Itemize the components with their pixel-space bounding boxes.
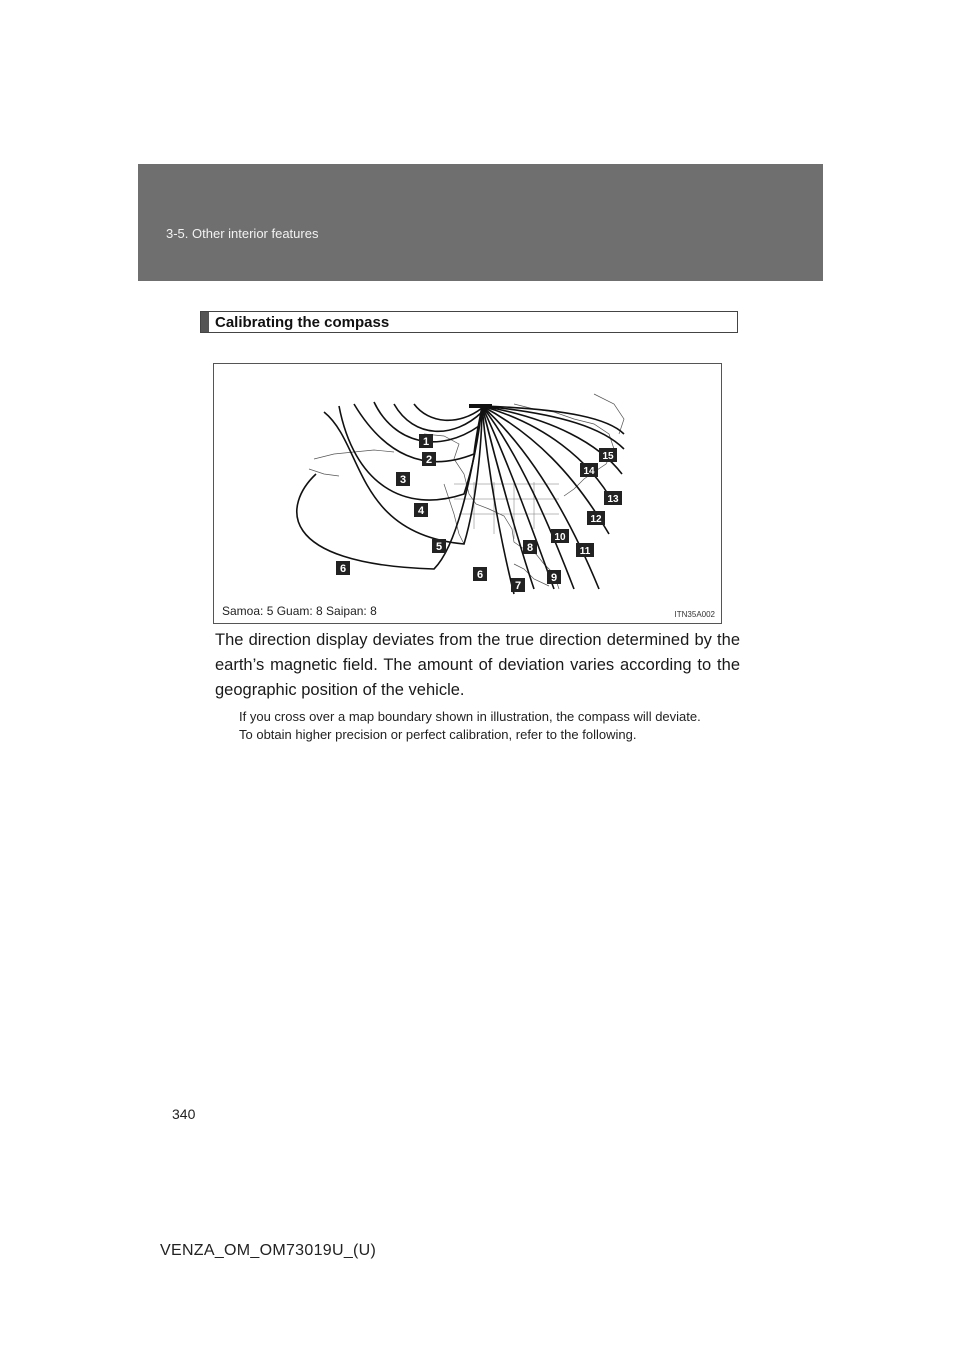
section-label: 3-5. Other interior features [166,226,319,241]
svg-text:14: 14 [583,466,595,477]
figure-caption: Samoa: 5 Guam: 8 Saipan: 8 [222,604,377,618]
svg-text:6: 6 [476,569,484,581]
zone-badge-10 [551,529,569,543]
zone-badge-12 [587,511,605,525]
svg-text:5: 5 [435,541,443,553]
svg-text:6: 6 [339,563,347,575]
zone-map-drawing [214,364,722,624]
svg-text:9: 9 [550,572,558,584]
zone-badge-15 [599,448,617,462]
zone-badge-8 [523,540,537,554]
note-line-2: To obtain higher precision or perfect calibration, refer to the following. [239,727,637,742]
svg-text:2: 2 [425,454,433,466]
figure-code: ITN35A002 [674,610,715,619]
compass-zone-map [213,363,722,624]
zone-badge-13 [604,491,622,505]
heading-title: Calibrating the compass [215,314,390,331]
svg-text:3: 3 [399,474,407,486]
zone-badge-7 [511,578,525,592]
zone-badge-14 [580,463,598,477]
zone-badge-9 [547,570,561,584]
svg-text:12: 12 [590,514,602,525]
zone-badge-3 [396,472,410,486]
svg-text:1: 1 [422,436,430,448]
zone-badge-1 [419,434,433,448]
svg-text:13: 13 [607,494,619,505]
header-band [138,164,823,281]
page-number: 340 [172,1106,196,1122]
note-line-1: If you cross over a map boundary shown in illustration, the compass will deviate. [239,709,701,724]
note-block [239,708,739,744]
svg-text:15: 15 [602,451,614,462]
zone-badge-6-west [336,561,350,575]
svg-text:7: 7 [514,580,522,592]
zone-badge-11 [576,543,594,557]
body-paragraph: The direction display deviates from the true direction determined by the earth’s magnetic field. The amount of deviation varies according to the geographic position of the vehicle. [215,631,740,699]
svg-text:10: 10 [554,532,566,543]
svg-text:8: 8 [526,542,534,554]
section-heading [200,311,738,333]
svg-text:11: 11 [579,546,591,557]
zone-badge-6-south [473,567,487,581]
state-borders [454,482,559,539]
zone-badge-4 [414,503,428,517]
heading-marker [201,312,209,332]
svg-text:4: 4 [417,505,425,517]
zone-badge-5 [432,539,446,553]
footer-doc-code: VENZA_OM_OM73019U_(U) [160,1242,377,1259]
zone-badge-2 [422,452,436,466]
